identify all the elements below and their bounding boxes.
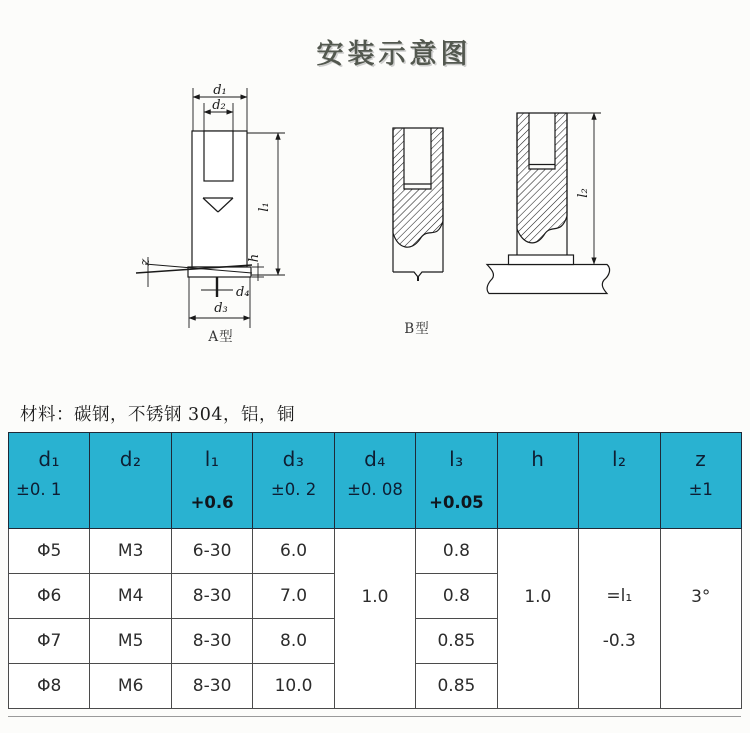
cell-l1: 8-30	[171, 619, 252, 664]
cell-l2-value	[579, 574, 659, 664]
cell-d1: Φ7	[9, 619, 90, 664]
dim-label-d4: d₄	[236, 285, 250, 300]
col-tol-d3: ±0. 2	[270, 480, 317, 499]
cell-d2: M4	[90, 574, 171, 619]
cell-h-value: 1.0	[524, 586, 552, 607]
col-tol-d1: ±0. 1	[16, 480, 62, 499]
cell-d1: Φ6	[9, 574, 90, 619]
dim-label-l2: l₂	[576, 188, 591, 198]
col-label-d1: d₁	[38, 447, 61, 471]
col-header-d1	[9, 433, 90, 529]
col-header-l3	[416, 433, 497, 529]
cell-d3: 8.0	[253, 619, 334, 664]
type-b-label: B型	[404, 321, 430, 337]
cell-h-merged	[497, 529, 578, 709]
type-b-drawing	[393, 113, 610, 294]
dim-label-l1: l₁	[257, 202, 272, 212]
col-header-d3	[253, 433, 334, 529]
cell-d3: 6.0	[253, 529, 334, 574]
col-tol-l2	[579, 480, 659, 500]
col-label-l2: l₂	[611, 447, 627, 471]
cell-l3: 0.8	[416, 529, 497, 574]
cell-d4-value: 1.0	[361, 586, 389, 607]
cell-d3: 7.0	[253, 574, 334, 619]
cell-d1: Φ8	[9, 664, 90, 709]
col-label-l1: l₁	[204, 447, 220, 471]
dim-d4	[201, 277, 233, 297]
cell-l3: 0.85	[416, 664, 497, 709]
col-label-d4: d₄	[364, 447, 386, 471]
col-header-l2	[579, 433, 660, 529]
col-tol-z: ±1	[688, 480, 713, 499]
type-b1-section	[393, 128, 443, 247]
col-tol-l1: +0.6	[190, 493, 234, 512]
cell-l2-top: =l₁	[606, 585, 633, 606]
table-row	[9, 529, 742, 574]
col-label-d3: d₃	[282, 447, 305, 471]
type-a-bore	[204, 131, 233, 181]
type-b2-plate	[487, 265, 610, 294]
col-tol-h	[498, 480, 578, 500]
cell-l2-bottom: -0.3	[602, 630, 636, 651]
cell-l1: 8-30	[171, 574, 252, 619]
cell-z-value: 3°	[691, 586, 711, 607]
col-header-d4	[334, 433, 415, 529]
col-header-h	[497, 433, 578, 529]
col-tol-l3: +0.05	[429, 493, 484, 512]
dim-label-z: z	[138, 258, 153, 266]
spec-table	[8, 432, 742, 709]
cell-z-merged	[660, 529, 742, 709]
table-bottom-rule	[8, 716, 741, 717]
type-b2-section	[517, 113, 567, 243]
type-b2-flange	[509, 255, 574, 265]
cell-l1: 6-30	[171, 529, 252, 574]
dim-h	[252, 263, 264, 281]
dim-label-d1: d₁	[213, 83, 227, 98]
dim-label-h: h	[247, 253, 262, 263]
cell-d2: M6	[90, 664, 171, 709]
cell-l3: 0.85	[416, 619, 497, 664]
col-tol-d2	[90, 480, 170, 500]
col-header-z	[660, 433, 742, 529]
col-label-d2: d₂	[119, 447, 142, 471]
col-header-l1	[171, 433, 252, 529]
cell-l3: 0.8	[416, 574, 497, 619]
cell-d2: M3	[90, 529, 171, 574]
page-title: 安装示意图	[316, 39, 472, 70]
cell-l1: 8-30	[171, 664, 252, 709]
cell-d1: Φ5	[9, 529, 90, 574]
cell-l2-merged	[579, 529, 660, 709]
cell-d2: M5	[90, 619, 171, 664]
cell-d4-merged	[334, 529, 415, 709]
type-a-label: A型	[208, 329, 234, 345]
col-label-h: h	[531, 447, 545, 471]
cell-d3: 10.0	[253, 664, 334, 709]
material-note: 材料：碳钢，不锈钢 304，铝，铜	[20, 405, 295, 425]
col-label-z: z	[695, 447, 707, 471]
col-label-l3: l₃	[449, 447, 464, 471]
col-header-d2	[90, 433, 171, 529]
header-row	[9, 433, 742, 529]
dim-label-d2: d₂	[212, 98, 226, 113]
col-tol-d4: ±0. 08	[347, 480, 403, 499]
dim-label-d3: d₃	[214, 301, 228, 316]
